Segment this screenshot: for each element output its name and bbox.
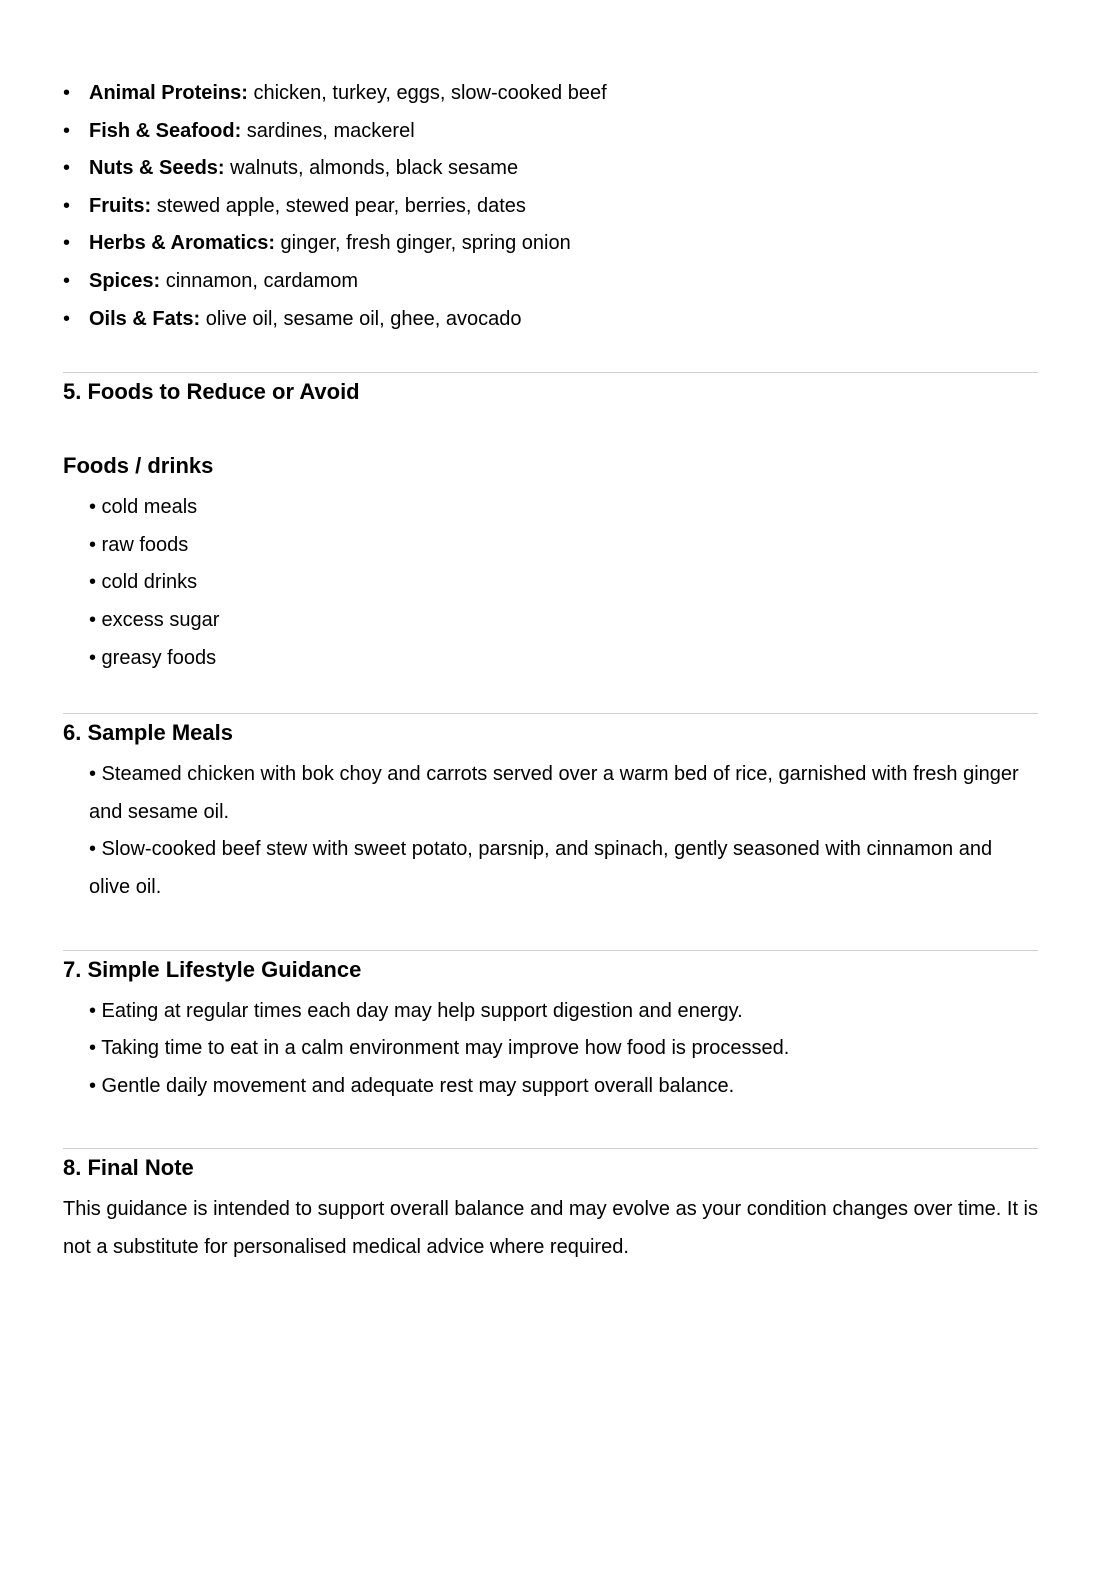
section-6-heading: 6. Sample Meals bbox=[63, 720, 233, 746]
bullet: • bbox=[63, 269, 71, 292]
lifestyle-guidance-list bbox=[63, 993, 1038, 1106]
list-item: • excess sugar bbox=[89, 608, 220, 631]
bullet: • bbox=[63, 82, 71, 104]
list-item: • Eating at regular times each day may help support digestion and energy. bbox=[89, 999, 743, 1022]
item-text: sardines, mackerel bbox=[241, 119, 415, 142]
list-item: • cold drinks bbox=[89, 571, 198, 594]
item-label: Herbs & Aromatics: bbox=[89, 232, 275, 255]
list-item bbox=[63, 263, 1038, 301]
foods-drinks-subheading: Foods / drinks bbox=[63, 453, 214, 479]
list-item: • raw foods bbox=[89, 533, 189, 556]
item-text: olive oil, sesame oil, ghee, avocado bbox=[200, 307, 522, 330]
item-label: Oils & Fats: bbox=[89, 307, 201, 330]
list-item bbox=[63, 301, 1038, 339]
section-7-heading: 7. Simple Lifestyle Guidance bbox=[63, 956, 362, 982]
bullet: • bbox=[63, 157, 71, 180]
list-item bbox=[63, 225, 1038, 263]
avoid-foods-list bbox=[63, 489, 1038, 677]
item-label: Fruits: bbox=[89, 194, 152, 217]
section-8-heading: 8. Final Note bbox=[63, 1155, 194, 1181]
final-note-paragraph: This guidance is intended to support overall balance and may evolve as your condition changes over time. It is not a substitute for personalised medical advice where required. bbox=[63, 1198, 1038, 1258]
item-text: ginger, fresh ginger, spring onion bbox=[274, 232, 571, 255]
list-item bbox=[63, 188, 1038, 226]
item-label: Nuts & Seeds: bbox=[89, 157, 225, 180]
list-item: • greasy foods bbox=[89, 646, 217, 669]
item-label: Spices: bbox=[89, 269, 161, 292]
food-groups-list bbox=[63, 75, 1038, 338]
list-item: • Gentle daily movement and adequate rest may support overall balance. bbox=[89, 1074, 735, 1097]
item-label: Fish & Seafood: bbox=[89, 119, 242, 142]
list-item: • Taking time to eat in a calm environment may improve how food is processed. bbox=[89, 1037, 790, 1060]
bullet: • bbox=[63, 307, 71, 330]
item-text: cinnamon, cardamom bbox=[160, 269, 359, 292]
list-item: • cold meals bbox=[89, 496, 198, 519]
item-text: stewed apple, stewed pear, berries, dates bbox=[151, 194, 526, 217]
sample-meals-list bbox=[63, 756, 1038, 906]
item-label: Animal Proteins: bbox=[89, 82, 248, 104]
bullet: • bbox=[63, 194, 71, 217]
item-text: walnuts, almonds, black sesame bbox=[224, 157, 519, 180]
list-item bbox=[63, 150, 1038, 188]
list-item bbox=[63, 113, 1038, 151]
list-item: • Slow-cooked beef stew with sweet potato, parsnip, and spinach, gently seasoned with cinnamon and olive oil. bbox=[89, 838, 993, 898]
list-item bbox=[63, 75, 1038, 113]
section-5-heading: 5. Foods to Reduce or Avoid bbox=[63, 379, 360, 405]
bullet: • bbox=[63, 119, 71, 142]
bullet: • bbox=[63, 232, 71, 255]
item-text: chicken, turkey, eggs, slow-cooked beef bbox=[247, 82, 607, 104]
document-page bbox=[63, 75, 1038, 1266]
list-item: • Steamed chicken with bok choy and carrots served over a warm bed of rice, garnished with fresh ginger and sesame oil. bbox=[89, 763, 1019, 823]
